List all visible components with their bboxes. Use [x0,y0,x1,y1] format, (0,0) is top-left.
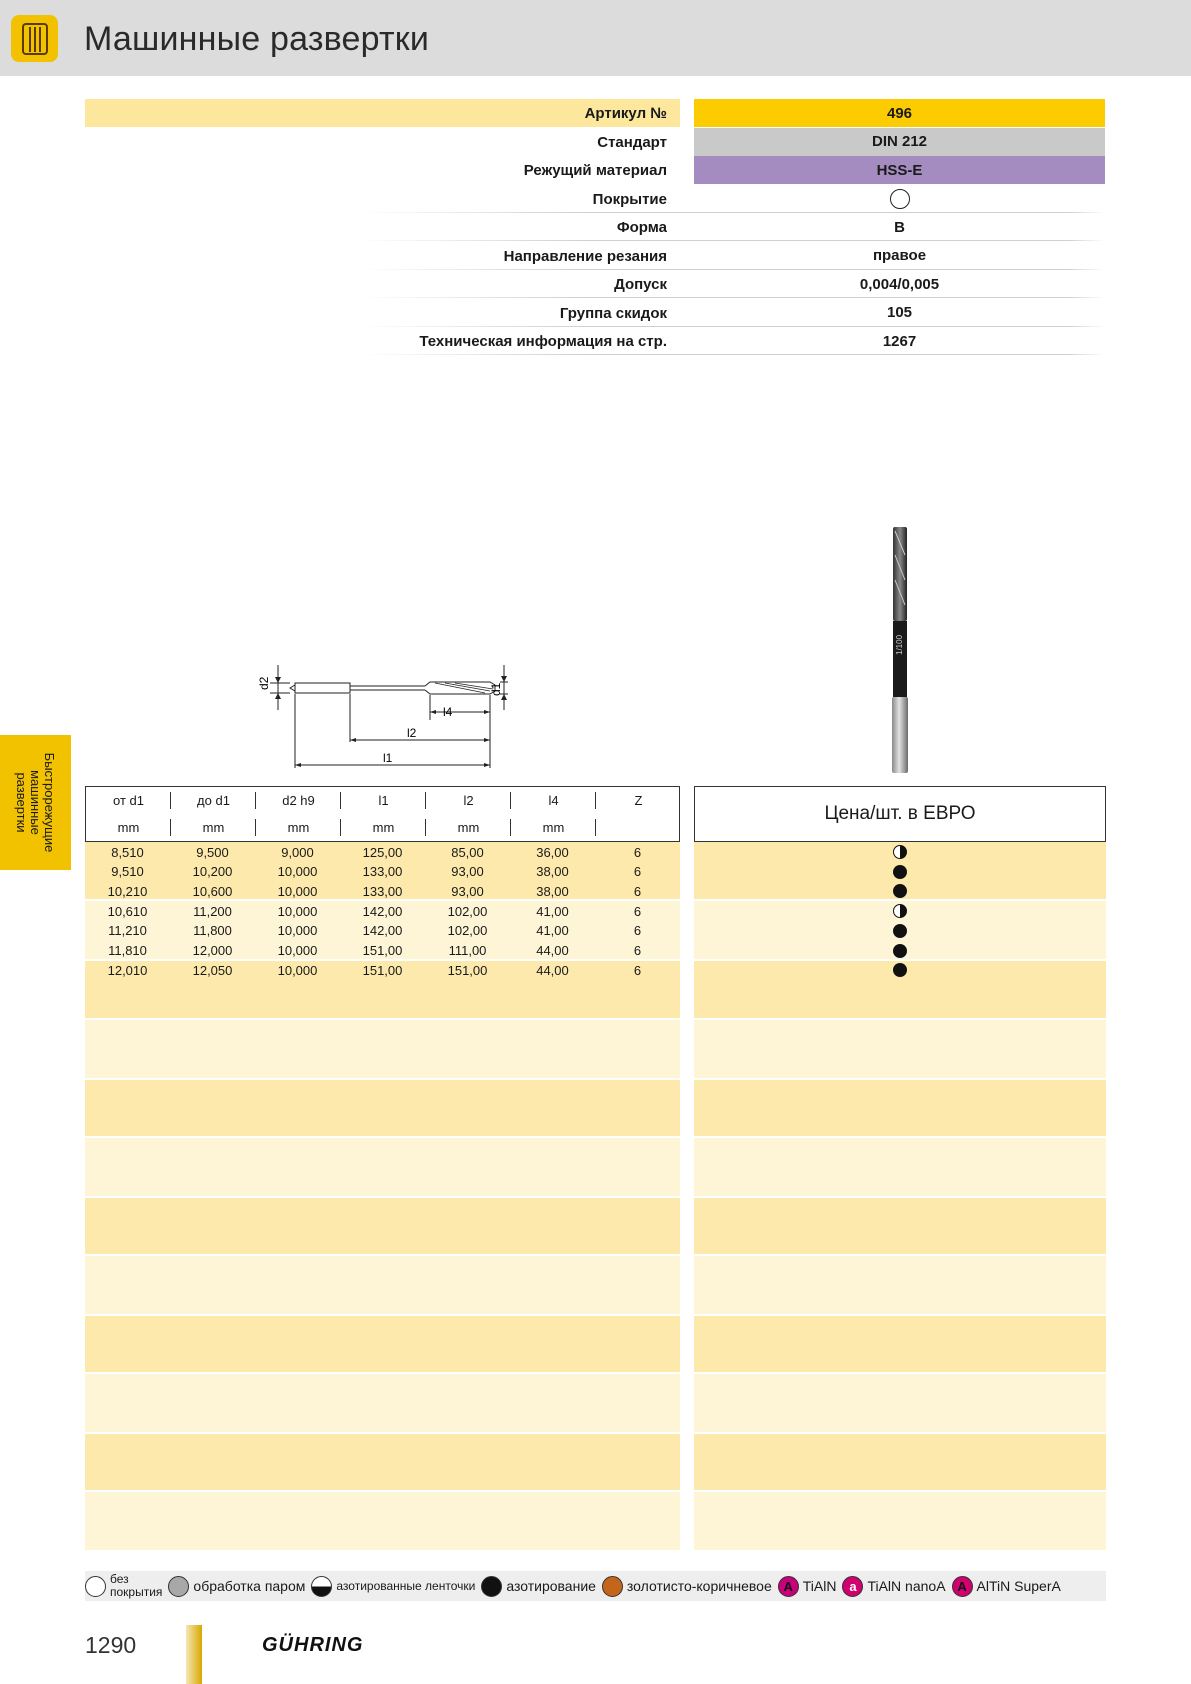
table-cell: 8,510 [111,844,144,860]
table-cell: 93,00 [451,864,484,880]
table-cell: 6 [633,903,642,919]
row-group-band [85,1080,680,1136]
table-cell: 133,00 [362,864,403,880]
photo-ratio-label: 1/100 [895,634,904,655]
nitrided-icon [481,1576,502,1597]
spec-row [360,128,1105,156]
table-cell: 125,00 [362,844,403,860]
spec-value [694,185,1105,213]
in-stock-dot-icon [893,963,907,977]
spec-label: Направление резания [503,247,667,265]
column-unit: mm [171,814,256,841]
uncoated-icon [85,1576,106,1597]
price-group-band [694,1316,1106,1372]
in-stock-dot-icon [893,944,907,958]
legend-label: без покрытия [110,1572,163,1599]
spec-value: правое [872,247,927,264]
legend-label: азотирование [506,1578,596,1594]
table-cell: 151,00 [362,962,403,978]
spec-label: Группа скидок [559,304,667,322]
legend-label: азотированные ленточки [336,1579,476,1593]
table-row[interactable] [85,842,680,862]
price-row[interactable] [694,960,1106,980]
table-cell: 11,200 [193,903,232,919]
table-cell: 142,00 [362,903,403,919]
technical-drawing [250,650,520,770]
spec-row [360,242,1105,270]
price-group-band [694,1492,1106,1550]
table-cell: 6 [633,943,642,958]
legend-label: TiAlN nanoA [867,1578,946,1594]
table-cell: 6 [633,864,642,880]
spec-label: Стандарт [597,133,667,151]
price-group-band [694,1374,1106,1432]
altin-supera-icon: A [952,1576,973,1597]
row-group-band [85,1316,680,1372]
limited-stock-dot-icon [893,845,907,859]
legend-item [602,1576,772,1597]
table-cell: 10,200 [192,864,233,880]
dim-label-l1: l1 [383,751,393,765]
table-cell: 41,00 [536,903,569,919]
price-row[interactable] [694,881,1106,901]
table-cell: 102,00 [447,923,488,939]
legend-item [311,1576,475,1597]
page-header [0,0,1191,76]
spec-label: Допуск [614,276,667,293]
table-cell: 10,210 [107,883,148,899]
table-cell: 44,00 [536,962,569,978]
spec-value: 105 [886,304,913,321]
coating-legend [85,1571,1106,1601]
table-cell: 12,000 [192,943,233,958]
table-row[interactable] [85,901,680,921]
brand-logo: GÜHRING [262,1634,364,1656]
table-cell: 9,000 [281,844,314,860]
price-row[interactable] [694,901,1106,921]
price-group-band [694,1080,1106,1136]
spec-value: 496 [694,99,1105,127]
legend-label: AlTiN SuperA [976,1578,1061,1594]
table-cell: 6 [633,883,642,899]
price-group-band [694,1138,1106,1196]
table-cell: 10,000 [277,864,318,880]
table-row[interactable] [85,881,680,901]
reamer-tool-icon [11,15,58,62]
table-cell: 36,00 [536,844,569,860]
legend-item [842,1576,945,1597]
nitrided-lands-icon [311,1576,332,1597]
steam-icon [168,1576,189,1597]
column-header: до d1 [171,787,256,814]
column-unit: mm [511,814,596,841]
table-row[interactable] [85,941,680,961]
row-group-band [85,1020,680,1078]
table-cell: 12,050 [192,962,233,978]
spec-row [360,156,1105,184]
spec-label: Покрытие [592,190,667,208]
table-cell: 85,00 [451,844,484,860]
spec-value: 1267 [882,332,917,350]
in-stock-dot-icon [893,884,907,898]
footer-accent-bar [186,1625,202,1684]
table-cell: 11,800 [193,923,232,939]
spec-value: DIN 212 [694,128,1105,156]
price-group-band [694,1256,1106,1314]
table-cell: 10,610 [107,903,148,919]
table-cell: 12,010 [107,962,148,978]
spec-row [360,213,1105,241]
dim-label-l2: l2 [407,726,417,740]
spec-label: Режущий материал [523,162,667,179]
table-cell: 6 [633,923,642,939]
table-cell: 151,00 [362,943,403,958]
spec-row [360,99,1105,127]
table-cell: 142,00 [362,923,403,939]
dim-label-l4: l4 [443,705,453,719]
table-cell: 133,00 [362,883,403,899]
legend-item [778,1576,837,1597]
row-group-band [85,1434,680,1490]
spec-row [360,185,1105,213]
table-cell: 93,00 [451,883,484,899]
column-unit: mm [86,814,171,841]
column-unit: mm [426,814,511,841]
spec-value: B [894,218,905,236]
side-tab-label: Быстрорежущие машинные развертки [14,752,58,853]
column-header: l2 [426,787,511,814]
table-cell: 44,00 [536,943,569,958]
table-cell: 11,210 [108,923,147,939]
table-cell: 6 [633,962,642,978]
table-row[interactable] [85,862,680,882]
row-group-band [85,1374,680,1432]
tialn-icon: A [778,1576,799,1597]
page-title: Машинные развертки [84,20,430,58]
table-cell: 151,00 [447,962,488,978]
legend-item [168,1576,305,1597]
price-group-band [694,1434,1106,1490]
table-cell: 11,810 [108,943,147,958]
table-cell: 10,600 [192,883,233,899]
spec-row [360,270,1105,298]
table-cell: 10,000 [277,943,318,958]
legend-item [481,1576,596,1597]
price-row[interactable] [694,842,1106,862]
dim-label-d2: d2 [257,676,271,690]
table-header [85,786,680,842]
spec-row [360,327,1105,355]
column-unit: mm [256,814,341,841]
table-cell: 38,00 [536,864,569,880]
column-unit [596,814,681,841]
uncoated-circle-icon [890,189,910,209]
table-cell: 10,000 [277,903,318,919]
price-header: Цена/шт. в ЕВРО [694,786,1106,842]
row-group-band [85,1198,680,1254]
side-tab [0,735,71,870]
legend-label: золотисто-коричневое [626,1578,772,1594]
tialn-nanoa-icon: a [842,1576,863,1597]
price-group-band [694,1198,1106,1254]
column-unit: mm [341,814,426,841]
table-row[interactable] [85,921,680,941]
price-row[interactable] [694,921,1106,941]
legend-label: TiAlN [802,1578,837,1594]
in-stock-dot-icon [893,924,907,938]
spec-value: 0,004/0,005 [859,275,940,293]
price-row[interactable] [694,941,1106,961]
price-row[interactable] [694,862,1106,882]
table-cell: 41,00 [536,923,569,939]
column-header: Z [634,793,643,808]
table-cell: 6 [633,844,642,860]
spec-label: Артикул № [584,105,667,122]
spec-value: HSS-E [694,156,1105,184]
spec-separator [360,354,1105,355]
row-group-band [85,1492,680,1550]
row-group-band [85,1256,680,1314]
table-cell: 10,000 [277,923,318,939]
table-cell: 111,00 [448,943,487,958]
in-stock-dot-icon [893,865,907,879]
legend-item [952,1576,1061,1597]
spec-label: Техническая информация на стр. [419,333,667,350]
dim-label-d1: d1 [489,682,503,696]
column-header: l4 [511,787,596,814]
table-cell: 9,500 [196,844,229,860]
table-row[interactable] [85,960,680,980]
column-header: d2 h9 [256,787,341,814]
table-cell: 10,000 [277,883,318,899]
gold-brown-icon [602,1576,623,1597]
column-header: от d1 [86,787,171,814]
spec-label: Форма [616,219,667,236]
row-group-band [85,1138,680,1196]
table-cell: 9,510 [111,864,144,880]
legend-item [85,1573,162,1599]
legend-label: обработка паром [193,1578,306,1594]
table-cell: 38,00 [536,883,569,899]
table-cell: 10,000 [277,962,318,978]
table-cell: 102,00 [447,903,488,919]
spec-row [360,299,1105,327]
page-number: 1290 [85,1632,137,1658]
reamer-photo [880,525,920,775]
column-header: l1 [341,787,426,814]
limited-stock-dot-icon [893,904,907,918]
price-group-band [694,1020,1106,1078]
